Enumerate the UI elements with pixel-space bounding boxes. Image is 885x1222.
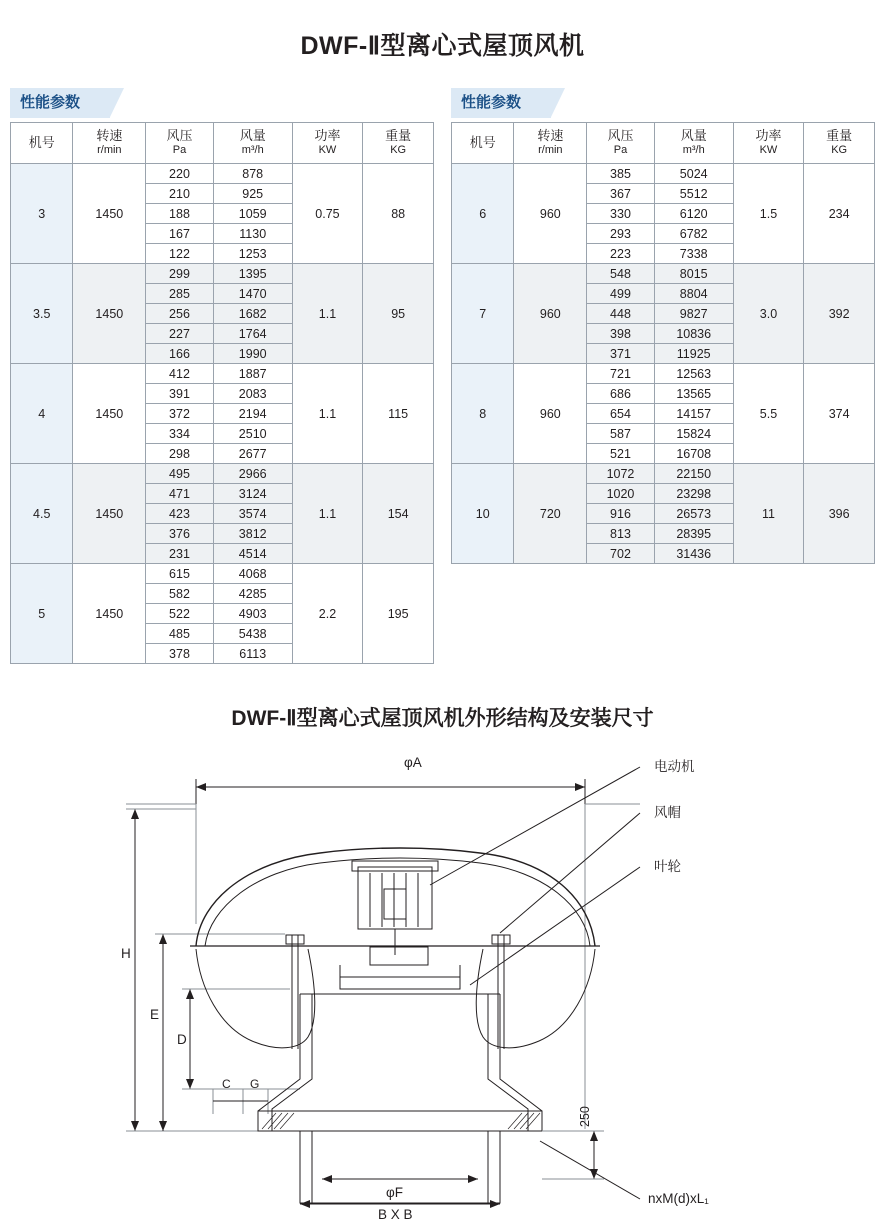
- cell-pressure: 471: [146, 484, 214, 504]
- cell-flow: 1887: [213, 364, 292, 384]
- cell-model: 4.5: [11, 464, 73, 564]
- cell-flow: 2083: [213, 384, 292, 404]
- motor-top-plate: [352, 861, 438, 871]
- cell-flow: 4903: [213, 604, 292, 624]
- cell-pressure: 485: [146, 624, 214, 644]
- cell-flow: 1130: [213, 224, 292, 244]
- cell-flow: 4514: [213, 544, 292, 564]
- cell-pressure: 1072: [587, 464, 655, 484]
- cell-flow: 16708: [654, 444, 733, 464]
- spec-table-right-body: [452, 164, 875, 564]
- cell-pressure: 582: [146, 584, 214, 604]
- cell-weight: 392: [804, 264, 875, 364]
- cell-flow: 2194: [213, 404, 292, 424]
- header-model: [452, 123, 514, 164]
- cell-pressure: 367: [587, 184, 655, 204]
- cell-speed: 1450: [73, 564, 146, 664]
- leader-impeller: [470, 867, 640, 985]
- header-weight-sub: KG: [390, 144, 407, 157]
- cell-pressure: 1020: [587, 484, 655, 504]
- cell-flow: 6113: [213, 644, 292, 664]
- skirt-left: [196, 949, 315, 1048]
- cell-weight: 95: [363, 264, 434, 364]
- spec-table-right: [451, 122, 875, 564]
- label-c: C: [222, 1077, 231, 1092]
- header-model: [11, 123, 73, 164]
- cell-speed: 960: [514, 364, 587, 464]
- header-power-main: 功率: [755, 128, 782, 143]
- cell-pressure: 220: [146, 164, 214, 184]
- header-flow-main: 风量: [239, 128, 266, 143]
- cone-left: [258, 994, 300, 1131]
- table-row: [11, 464, 434, 484]
- header-model-main: 机号: [469, 134, 496, 150]
- cell-pressure: 391: [146, 384, 214, 404]
- performance-table-left: [10, 88, 434, 664]
- cell-flow: 1253: [213, 244, 292, 264]
- spec-table-left-body: [11, 164, 434, 664]
- header-speed-sub: r/min: [538, 144, 563, 157]
- section-tab-left: 性能参数: [10, 88, 110, 118]
- header-speed: [514, 123, 587, 164]
- cell-pressure: 299: [146, 264, 214, 284]
- header-pressure: [587, 123, 655, 164]
- cell-flow: 1990: [213, 344, 292, 364]
- cell-flow: 3574: [213, 504, 292, 524]
- cell-model: 10: [452, 464, 514, 564]
- cell-power: 1.1: [292, 364, 363, 464]
- page-title: DWF-Ⅱ型离心式屋顶风机: [300, 32, 585, 60]
- table-row: [11, 264, 434, 284]
- cell-flow: 4068: [213, 564, 292, 584]
- cell-speed: 960: [514, 264, 587, 364]
- cell-flow: 12563: [654, 364, 733, 384]
- cell-power: 3.0: [733, 264, 804, 364]
- cell-speed: 1450: [73, 364, 146, 464]
- cell-weight: 88: [363, 164, 434, 264]
- cell-flow: 15824: [654, 424, 733, 444]
- header-power: [292, 123, 363, 164]
- header-power-sub: KW: [318, 144, 337, 157]
- table-row: [452, 464, 875, 484]
- cell-pressure: 423: [146, 504, 214, 524]
- cell-pressure: 285: [146, 284, 214, 304]
- cell-pressure: 548: [587, 264, 655, 284]
- cell-weight: 115: [363, 364, 434, 464]
- table-header-row: [452, 123, 875, 164]
- cell-speed: 1450: [73, 464, 146, 564]
- cell-pressure: 654: [587, 404, 655, 424]
- fan-outline-drawing: [0, 749, 885, 1219]
- cell-model: 7: [452, 264, 514, 364]
- cell-flow: 8015: [654, 264, 733, 284]
- cell-flow: 2677: [213, 444, 292, 464]
- cell-pressure: 521: [587, 444, 655, 464]
- cell-flow: 31436: [654, 544, 733, 564]
- header-flow-sub: m³/h: [241, 144, 264, 157]
- header-weight: [804, 123, 875, 164]
- cell-flow: 3124: [213, 484, 292, 504]
- cell-flow: 9827: [654, 304, 733, 324]
- cell-pressure: 293: [587, 224, 655, 244]
- impeller-hub: [370, 947, 428, 965]
- callout-bolt-spec: nxM(d)xL₁: [648, 1191, 709, 1207]
- label-g: G: [250, 1077, 260, 1092]
- cell-speed: 720: [514, 464, 587, 564]
- header-speed: [73, 123, 146, 164]
- cell-pressure: 686: [587, 384, 655, 404]
- label-e: E: [150, 1007, 160, 1023]
- cell-flow: 8804: [654, 284, 733, 304]
- cell-power: 5.5: [733, 364, 804, 464]
- cell-pressure: 615: [146, 564, 214, 584]
- table-row: [11, 164, 434, 184]
- cell-flow: 7338: [654, 244, 733, 264]
- performance-table-right: [451, 88, 875, 664]
- cell-pressure: 522: [146, 604, 214, 624]
- cell-pressure: 330: [587, 204, 655, 224]
- header-power-sub: KW: [759, 144, 778, 157]
- cell-power: 1.1: [292, 464, 363, 564]
- cell-pressure: 587: [587, 424, 655, 444]
- cell-pressure: 813: [587, 524, 655, 544]
- cell-flow: 6782: [654, 224, 733, 244]
- cell-pressure: 371: [587, 344, 655, 364]
- cell-pressure: 210: [146, 184, 214, 204]
- cell-model: 8: [452, 364, 514, 464]
- table-header-row: [11, 123, 434, 164]
- header-flow: [654, 123, 733, 164]
- callout-impeller: 叶轮: [654, 859, 681, 875]
- cell-power: 2.2: [292, 564, 363, 664]
- cell-flow: 1059: [213, 204, 292, 224]
- header-flow-main: 风量: [680, 128, 707, 143]
- header-model-main: 机号: [28, 134, 55, 150]
- dimension-drawing: [0, 749, 885, 1222]
- cell-pressure: 495: [146, 464, 214, 484]
- cell-weight: 374: [804, 364, 875, 464]
- spec-table-left: [10, 122, 434, 664]
- header-speed-main: 转速: [96, 128, 123, 143]
- header-pressure-sub: Pa: [613, 144, 628, 157]
- cell-flow: 3812: [213, 524, 292, 544]
- cell-flow: 11925: [654, 344, 733, 364]
- header-pressure-main: 风压: [607, 128, 634, 143]
- header-flow-sub: m³/h: [682, 144, 705, 157]
- header-speed-sub: r/min: [97, 144, 122, 157]
- label-250: 250: [578, 1106, 592, 1128]
- cell-flow: 13565: [654, 384, 733, 404]
- header-weight-sub: KG: [831, 144, 848, 157]
- cell-speed: 1450: [73, 164, 146, 264]
- cell-weight: 396: [804, 464, 875, 564]
- cell-pressure: 499: [587, 284, 655, 304]
- cell-flow: 5438: [213, 624, 292, 644]
- cell-flow: 23298: [654, 484, 733, 504]
- cell-pressure: 122: [146, 244, 214, 264]
- table-row: [452, 164, 875, 184]
- cell-model: 3.5: [11, 264, 73, 364]
- cell-flow: 925: [213, 184, 292, 204]
- cell-pressure: 376: [146, 524, 214, 544]
- cell-flow: 22150: [654, 464, 733, 484]
- label-d: D: [177, 1032, 187, 1048]
- table-row: [11, 564, 434, 584]
- header-weight-main: 重量: [826, 128, 853, 143]
- cell-flow: 6120: [654, 204, 733, 224]
- cell-flow: 2966: [213, 464, 292, 484]
- header-speed-main: 转速: [537, 128, 564, 143]
- header-weight: [363, 123, 434, 164]
- table-row: [452, 364, 875, 384]
- leader-bolt: [540, 1141, 640, 1199]
- cell-flow: 14157: [654, 404, 733, 424]
- header-flow: [213, 123, 292, 164]
- dimension-title: DWF-Ⅱ型离心式屋顶风机外形结构及安装尺寸: [231, 707, 654, 730]
- cell-flow: 10836: [654, 324, 733, 344]
- table-row: [11, 364, 434, 384]
- cell-pressure: 166: [146, 344, 214, 364]
- motor-body: [358, 867, 432, 929]
- cell-model: 4: [11, 364, 73, 464]
- cell-pressure: 231: [146, 544, 214, 564]
- cell-power: 1.5: [733, 164, 804, 264]
- cell-flow: 878: [213, 164, 292, 184]
- cell-flow: 1395: [213, 264, 292, 284]
- cell-pressure: 372: [146, 404, 214, 424]
- cell-flow: 1682: [213, 304, 292, 324]
- cell-pressure: 916: [587, 504, 655, 524]
- cell-power: 11: [733, 464, 804, 564]
- callout-cap: 风帽: [654, 805, 681, 821]
- header-power: [733, 123, 804, 164]
- section-tab-right: 性能参数: [451, 88, 551, 118]
- cell-pressure: 385: [587, 164, 655, 184]
- cell-flow: 5024: [654, 164, 733, 184]
- cell-flow: 5512: [654, 184, 733, 204]
- header-pressure-sub: Pa: [172, 144, 187, 157]
- cone-right: [500, 994, 542, 1131]
- label-phi-a: φA: [404, 755, 422, 771]
- label-h: H: [121, 946, 131, 962]
- label-b-x-b: B X B: [378, 1207, 413, 1222]
- cell-speed: 960: [514, 164, 587, 264]
- cell-weight: 154: [363, 464, 434, 564]
- cell-weight: 234: [804, 164, 875, 264]
- cell-model: 3: [11, 164, 73, 264]
- performance-tables: [0, 88, 885, 664]
- header-pressure-main: 风压: [166, 128, 193, 143]
- cell-flow: 4285: [213, 584, 292, 604]
- cell-flow: 1470: [213, 284, 292, 304]
- cell-pressure: 227: [146, 324, 214, 344]
- header-weight-main: 重量: [385, 128, 412, 143]
- cell-pressure: 334: [146, 424, 214, 444]
- cell-pressure: 448: [587, 304, 655, 324]
- cell-pressure: 721: [587, 364, 655, 384]
- cell-pressure: 167: [146, 224, 214, 244]
- cell-pressure: 398: [587, 324, 655, 344]
- cell-model: 6: [452, 164, 514, 264]
- cell-flow: 26573: [654, 504, 733, 524]
- header-pressure: [146, 123, 214, 164]
- cell-pressure: 298: [146, 444, 214, 464]
- label-phi-f: φF: [386, 1185, 404, 1201]
- table-row: [452, 264, 875, 284]
- cell-flow: 2510: [213, 424, 292, 444]
- cell-speed: 1450: [73, 264, 146, 364]
- cell-flow: 1764: [213, 324, 292, 344]
- cell-model: 5: [11, 564, 73, 664]
- base-flange: [258, 1111, 542, 1131]
- skirt-right: [476, 949, 595, 1048]
- motor-terminal-box: [384, 889, 406, 919]
- cell-pressure: 412: [146, 364, 214, 384]
- header-power-main: 功率: [314, 128, 341, 143]
- cell-pressure: 256: [146, 304, 214, 324]
- cell-flow: 28395: [654, 524, 733, 544]
- cell-power: 0.75: [292, 164, 363, 264]
- callout-motor: 电动机: [654, 759, 695, 775]
- cell-weight: 195: [363, 564, 434, 664]
- cell-pressure: 702: [587, 544, 655, 564]
- cell-pressure: 188: [146, 204, 214, 224]
- cell-pressure: 223: [587, 244, 655, 264]
- cell-pressure: 378: [146, 644, 214, 664]
- cell-power: 1.1: [292, 264, 363, 364]
